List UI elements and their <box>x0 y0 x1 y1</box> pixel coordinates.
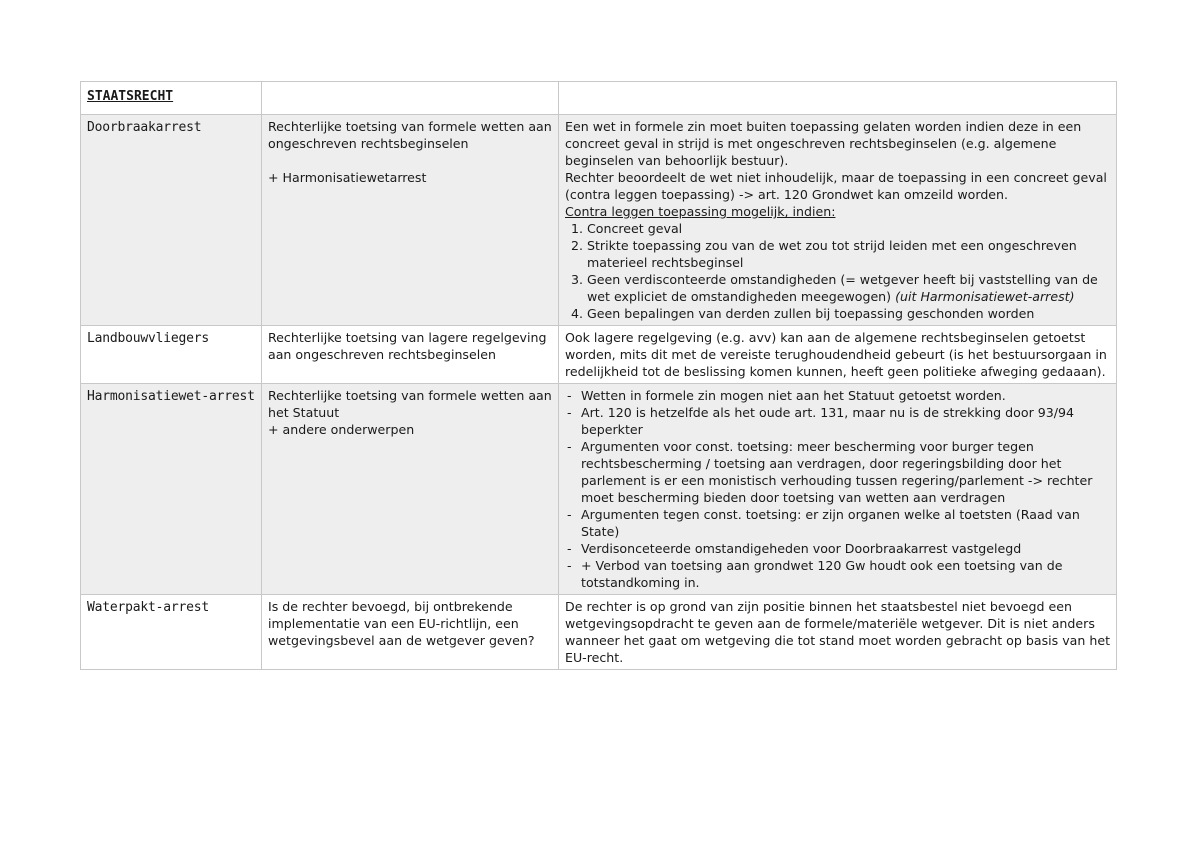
table-cell <box>559 82 1117 115</box>
case-name: Harmonisatiewet-arrest <box>87 389 255 404</box>
case-question-extra: + andere onderwerpen <box>268 422 415 437</box>
table-cell <box>262 82 559 115</box>
list-item: 1. Concreet geval <box>587 220 1111 237</box>
list-item: 3. Geen verdisconteerde omstandigheden (= wetgever heeft bij vaststelling van de wet expliciet de omstandigheden meegewogen) (uit Harmonisatiewet-arrest) <box>587 271 1111 305</box>
answer-paragraph: De rechter is op grond van zijn positie binnen het staatsbestel niet bevoegd een wetgevingsopdracht te geven aan de formele/materiële wetgever. Dit is niet anders wanneer het gaat om wetgeving die tot stand moet worden gebracht op basis van het EU-recht. <box>565 599 1111 665</box>
table-cell <box>262 384 559 595</box>
case-name: Waterpakt-arrest <box>87 600 210 615</box>
case-name: Landbouwvliegers <box>87 331 210 346</box>
answer-paragraph: Ook lagere regelgeving (e.g. avv) kan aan de algemene rechtsbeginselen getoetst worden, mits dit met de vereiste terughoudendheid gebeurt (is het bestuursorgaan in redelijkheid tot de beslissing komen kunnen, heeft geen politieke afweging gedaaan). <box>565 330 1107 379</box>
table-row <box>81 595 1117 670</box>
table-cell <box>559 595 1117 670</box>
table-row <box>81 115 1117 326</box>
list-item: - Argumenten voor const. toetsing: meer bescherming voor burger tegen rechtsbescherming / toetsing aan verdragen, door regeringsbilding door het parlement is er een monistisch verhouding tussen regering/parlement -> rechter moet bescherming bieden door toetsing van wetten aan verdragen <box>581 438 1111 506</box>
answer-paragraph: Een wet in formele zin moet buiten toepassing gelaten worden indien deze in een concreet geval in strijd is met ongeschreven rechtsbeginselen (e.g. algemene beginselen van behoorlijk bestuur). <box>565 119 1082 168</box>
table-cell <box>81 595 262 670</box>
table-cell <box>559 384 1117 595</box>
answer-paragraph: Rechter beoordeelt de wet niet inhoudelijk, maar de toepassing in een concreet geval (contra leggen toepassing) -> art. 120 Grondwet kan omzeild worden. <box>565 170 1107 202</box>
table-row <box>81 384 1117 595</box>
list-item: 4. Geen bepalingen van derden zullen bij toepassing geschonden worden <box>587 305 1111 322</box>
table-cell <box>81 326 262 384</box>
case-question: Rechterlijke toetsing van formele wetten aan het Statuut <box>268 388 552 420</box>
list-item: - Verdisonceteerde omstandigeheden voor Doorbraakarrest vastgelegd <box>581 540 1111 557</box>
conditions-list <box>565 220 1111 322</box>
section-title: STAATSRECHT <box>87 89 174 104</box>
source-note: (uit Harmonisatiewet-arrest) <box>895 289 1075 304</box>
table-header-row <box>81 82 1117 115</box>
list-item: - Art. 120 is hetzelfde als het oude art. 131, maar nu is de strekking door 93/94 beperkter <box>581 404 1111 438</box>
case-question-extra: + Harmonisatiewetarrest <box>268 170 427 185</box>
list-item: - Wetten in formele zin mogen niet aan het Statuut getoetst worden. <box>581 387 1111 404</box>
table-cell <box>81 384 262 595</box>
table-cell <box>559 326 1117 384</box>
table-cell <box>262 326 559 384</box>
table-row <box>81 326 1117 384</box>
case-question: Is de rechter bevoegd, bij ontbrekende implementatie van een EU-richtlijn, een wetgevingsbevel aan de wetgever geven? <box>268 599 535 648</box>
staatsrecht-table <box>80 81 1117 670</box>
list-item: 2. Strikte toepassing zou van de wet zou tot strijd leiden met een ongeschreven materieel rechtsbeginsel <box>587 237 1111 271</box>
table-cell <box>81 82 262 115</box>
table-cell <box>559 115 1117 326</box>
case-name: Doorbraakarrest <box>87 120 202 135</box>
case-question: Rechterlijke toetsing van lagere regelgeving aan ongeschreven rechtsbeginselen <box>268 330 547 362</box>
arguments-list <box>565 387 1111 591</box>
table-cell <box>262 115 559 326</box>
list-item: - + Verbod van toetsing aan grondwet 120 Gw houdt ook een toetsing van de totstandkoming in. <box>581 557 1111 591</box>
table-cell <box>81 115 262 326</box>
list-item: - Argumenten tegen const. toetsing: er zijn organen welke al toetsten (Raad van State) <box>581 506 1111 540</box>
case-question: Rechterlijke toetsing van formele wetten aan ongeschreven rechtsbeginselen <box>268 119 552 151</box>
table-cell <box>262 595 559 670</box>
answer-subheading: Contra leggen toepassing mogelijk, indien: <box>565 204 836 219</box>
